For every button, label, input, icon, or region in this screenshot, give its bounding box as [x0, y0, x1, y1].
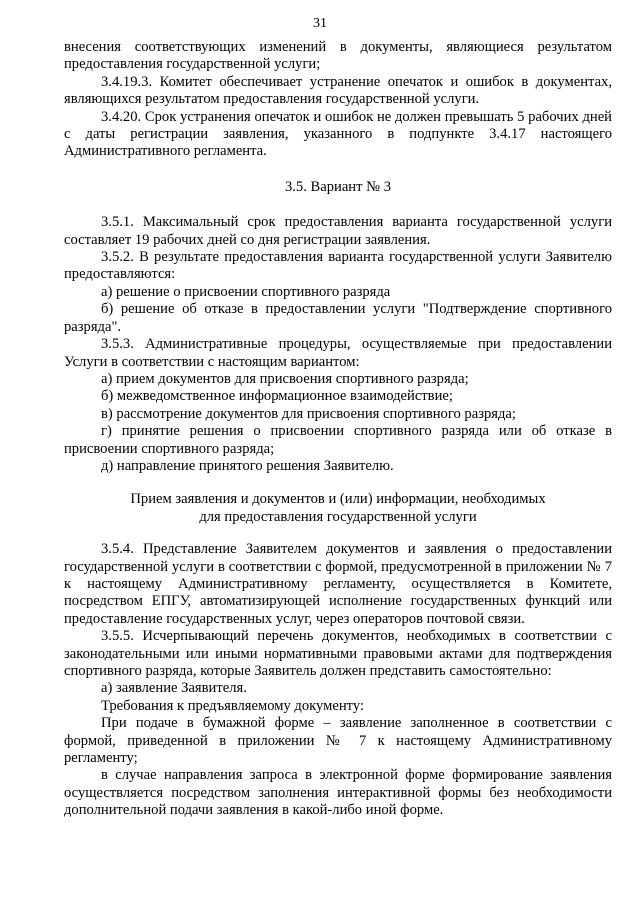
paragraph: 3.5.1. Максимальный срок предоставления варианта государственной услуги составляет 19 рабочих дней со дня регистрации заявления. [64, 214, 612, 248]
list-item: б) решение об отказе в предоставлении услуги "Подтверждение спортивного разряда". [64, 301, 612, 335]
list-item: а) заявление Заявителя. [101, 680, 247, 697]
paragraph: 3.5.4. Представление Заявителем документов и заявления о предоставлении государственной услуги в соответствии с формой, предусмотренной в приложении № 7 к настоящему Административному регламенту, осуществляется в Комитете, посредством ЕПГУ, автоматизирующей исполнение государственных функций или предоставление государственных услуг, через операторов почтовой связи. [64, 541, 612, 627]
list-item: а) прием документов для присвоения спортивного разряда; [101, 370, 469, 387]
list-item: г) принятие решения о присвоении спортивного разряда или об отказе в присвоении спортивного разряда; [64, 423, 612, 457]
section-heading: 3.5. Вариант № 3 [284, 178, 392, 195]
page-content [64, 39, 612, 820]
list-item: б) межведомственное информационное взаимодействие; [101, 388, 453, 405]
paragraph: 3.5.5. Исчерпывающий перечень документов, необходимых в соответствии с законодательными или иными нормативными правовыми актами для подтверждения спортивного разряда, которые Заявитель должен представить самостоятельно: [64, 628, 612, 679]
subsection-heading [64, 491, 612, 526]
paragraph: 3.5.2. В результате предоставления варианта государственной услуги Заявителю предоставляются: [64, 249, 612, 283]
paragraph: внесения соответствующих изменений в документы, являющиеся результатом предоставления государственной услуги; [64, 39, 612, 73]
list-item: а) решение о присвоении спортивного разряда [101, 283, 391, 300]
subsection-heading-line: для предоставления государственной услуги [199, 508, 477, 525]
paragraph: в случае направления запроса в электронной форме формирование заявления осуществляется посредством заполнения интерактивной формы без необходимости дополнительной подачи заявления в какой-либо иной форме. [64, 767, 612, 819]
paragraph: 3.5.3. Административные процедуры, осуществляемые при предоставлении Услуги в соответствии с настоящим вариантом: [64, 336, 612, 370]
paragraph: 3.4.19.3. Комитет обеспечивает устранение опечаток и ошибок в документах, являющихся результатом предоставления государственной услуги. [64, 73, 612, 108]
page-number: 31 [313, 16, 327, 31]
paragraph: Требования к предъявляемому документу: [101, 697, 365, 714]
list-item: д) направление принятого решения Заявителю. [101, 457, 394, 474]
paragraph: 3.4.20. Срок устранения опечаток и ошибок не должен превышать 5 рабочих дней с даты регистрации заявления, указанного в подпункте 3.4.17 настоящего Административного регламента. [64, 108, 612, 160]
subsection-heading-line: Прием заявления и документов и (или) информации, необходимых [130, 491, 546, 508]
list-item: в) рассмотрение документов для присвоения спортивного разряда; [101, 405, 516, 422]
paragraph: При подаче в бумажной форме – заявление заполненное в соответствии с формой, приведенной в приложении № 7 к настоящему Административному регламенту; [64, 715, 612, 767]
